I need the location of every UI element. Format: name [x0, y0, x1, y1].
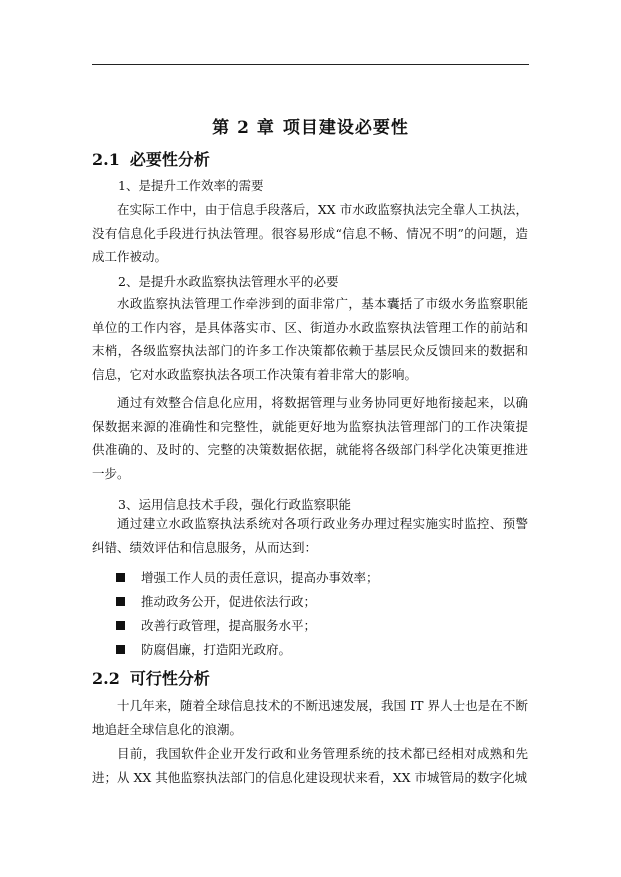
chapter-title	[0, 113, 621, 138]
list-item-text: 推动政务公开，促进依法行政；	[141, 594, 317, 609]
header-rule	[92, 64, 529, 65]
bullet-square-icon	[116, 573, 125, 582]
section-number: 2.1	[92, 150, 120, 169]
section-title: 可行性分析	[129, 669, 210, 688]
item2-paragraph-2: 通过有效整合信息化应用，将数据管理与业务协同更好地衔接起来，以确保数据来源的准确性和完整性，就能更好地为监察执法管理部门的工作决策提供准确的、及时的、完整的决策数据依据，就能将各级部门科学化决策更推进一步。	[92, 395, 528, 481]
list-item	[116, 616, 316, 634]
feasibility-paragraph-1: 十几年来，随着全球信息技术的不断迅速发展，我国 IT 界人士也是在不断地追赶全球信息化的浪潮。	[92, 698, 528, 737]
bullet-square-icon	[116, 597, 125, 606]
item3-heading: 3、运用信息技术手段，强化行政监察职能	[118, 497, 351, 512]
section-heading-necessity	[92, 147, 210, 170]
feasibility-paragraph-2: 目前，我国软件企业开发行政和业务管理系统的技术都已经相对成熟和先进；从 XX 其他监察执法部门的信息化建设现状来看，XX 市城管局的数字化城	[92, 746, 528, 785]
item1-heading: 1、是提升工作效率的需要	[118, 178, 264, 193]
section-heading-feasibility	[92, 666, 210, 689]
bullet-square-icon	[116, 645, 125, 654]
list-item-text: 增强工作人员的责任意识，提高办事效率；	[141, 570, 379, 585]
list-item	[116, 592, 316, 610]
list-item-text: 改善行政管理，提高服务水平；	[141, 618, 317, 633]
chapter-name: 项目建设必要性	[282, 118, 409, 138]
section-number: 2.2	[92, 669, 120, 688]
bullet-square-icon	[116, 621, 125, 630]
item3-paragraph: 通过建立水政监察执法系统对各项行政业务办理过程实施实时监控、预警纠错、绩效评估和信息服务，从而达到：	[92, 516, 528, 555]
section-title: 必要性分析	[129, 150, 210, 169]
item2-heading: 2、是提升水政监察执法管理水平的必要	[118, 274, 339, 289]
list-item	[116, 640, 291, 658]
list-item-text: 防腐倡廉，打造阳光政府。	[141, 642, 292, 657]
item2-paragraph-1: 水政监察执法管理工作牵涉到的面非常广，基本囊括了市级水务监察职能单位的工作内容，是具体落实市、区、街道办水政监察执法管理工作的前站和末梢，各级监察执法部门的许多工作决策都依赖于基层民众反馈回来的数据和信息，它对水政监察执法各项工作决策有着非常大的影响。	[92, 296, 528, 382]
list-item	[116, 568, 379, 586]
chapter-number: 第 2 章	[212, 118, 275, 138]
item1-paragraph: 在实际工作中，由于信息手段落后，XX 市水政监察执法完全靠人工执法，没有信息化手段进行执法管理。很容易形成“信息不畅、情况不明”的问题，造成工作被动。	[92, 202, 528, 265]
